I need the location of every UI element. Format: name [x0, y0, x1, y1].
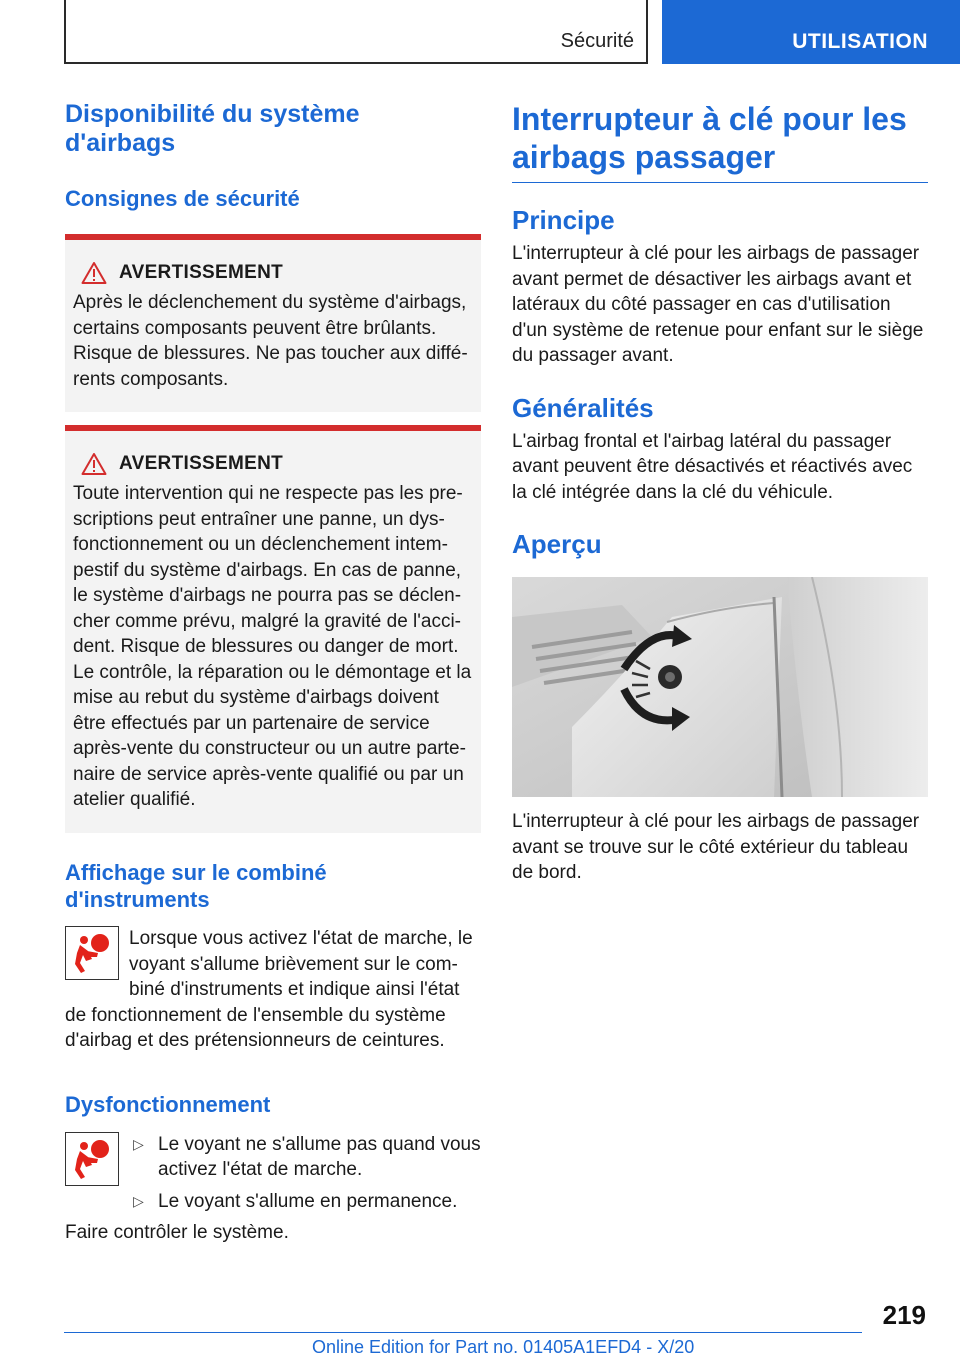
malfunction-footer-text: Faire contrôler le système. — [65, 1222, 289, 1243]
warning-triangle-icon — [81, 261, 107, 285]
header-chapter-tab[interactable] — [662, 0, 960, 64]
heading-general: Généralités — [512, 392, 654, 423]
warning-text-1: Après le déclenchement du système d'airbags, certains composants peuvent être brûlants. Risque de blessures. Ne pas toucher aux différents composants. — [73, 292, 468, 390]
warning-label-2: AVERTISSEMENT — [119, 453, 284, 474]
malfunction-block — [65, 1132, 481, 1246]
right-column — [512, 100, 928, 886]
airbag-indicator-icon — [65, 1132, 119, 1186]
warning-text-2: Toute intervention qui ne respecte pas les prescriptions peut entraîner une panne, un dysfonctionnement ou un déclenchement intempestif du système d'airbags. En cas de panne, le système d'airbags ne pourra pas se déclencher comme prévu, malgré la gravité de l'accident. Risque de blessures ou danger de mort. Le contrôle, la réparation ou le démontage et la mise au rebut du système d'airbags doivent être effectués par un partenaire de service après-vente du constructeur ou un autre partenaire de service après-vente qualifié ou par un atelier qualifié. — [73, 483, 472, 810]
warning-triangle-icon — [81, 452, 107, 476]
page-number: 219 — [882, 1300, 926, 1330]
general-text: L'airbag frontal et l'airbag latéral du passager avant peuvent être désactivés et réactivés avec la clé intégrée dans la clé du véhicule. — [512, 430, 913, 503]
section-title-key-switch: Interrupteur à clé pour les airbags passager — [512, 101, 907, 175]
heading-principle: Principe — [512, 205, 615, 235]
left-column — [65, 100, 481, 1246]
warning-label-1: AVERTISSEMENT — [119, 262, 284, 283]
header-chapter-label: UTILISATION — [792, 30, 928, 53]
footer-edition-text: Online Edition for Part no. 01405A1EFD4 - X/20 — [312, 1337, 695, 1357]
list-item: ▷ Le voyant ne s'allume pas quand vous activez l'état de marche. — [133, 1133, 481, 1180]
instrument-display-text: Lorsque vous activez l'état de marche, le voyant s'allume brièvement sur le combiné d'instruments et indique ainsi l'état de fonctionnement de l'ensemble du système d'airbag et des prétensionneurs de ceintures. — [65, 928, 473, 1051]
overview-caption: L'interrupteur à clé pour les airbags de passager avant se trouve sur le côté extérieur du tableau de bord. — [512, 811, 920, 883]
list-item: ▷ Le voyant s'allume en permanence. — [129, 1189, 481, 1215]
airbag-indicator-icon — [65, 926, 119, 980]
header-section-box — [64, 0, 648, 64]
heading-instrument-display: Affichage sur le combiné d'instruments — [65, 860, 327, 912]
section-title-airbag-availability: Disponibilité du système d'airbags — [65, 100, 360, 157]
footer-divider — [64, 1332, 862, 1333]
header-section-label: Sécurité — [560, 30, 634, 52]
bullet-triangle-icon: ▷ — [133, 1135, 144, 1152]
title-divider — [512, 182, 928, 183]
principle-text: L'interrupteur à clé pour les airbags de passager avant permet de désactiver les airbags avant et latéraux du côté passager en cas d'utilisation d'un système de retenue pour enfant sur le siège du passager avant. — [512, 243, 924, 366]
warning-box-2 — [65, 425, 481, 833]
instrument-display-block — [65, 926, 481, 1054]
malfunction-list — [129, 1132, 481, 1215]
heading-overview: Aperçu — [512, 529, 602, 559]
heading-safety-notes: Consignes de sécurité — [65, 186, 300, 211]
key-switch-photo — [512, 577, 928, 797]
heading-malfunction: Dysfonctionnement — [65, 1091, 271, 1117]
bullet-triangle-icon: ▷ — [133, 1192, 144, 1209]
warning-box-1 — [65, 234, 481, 412]
